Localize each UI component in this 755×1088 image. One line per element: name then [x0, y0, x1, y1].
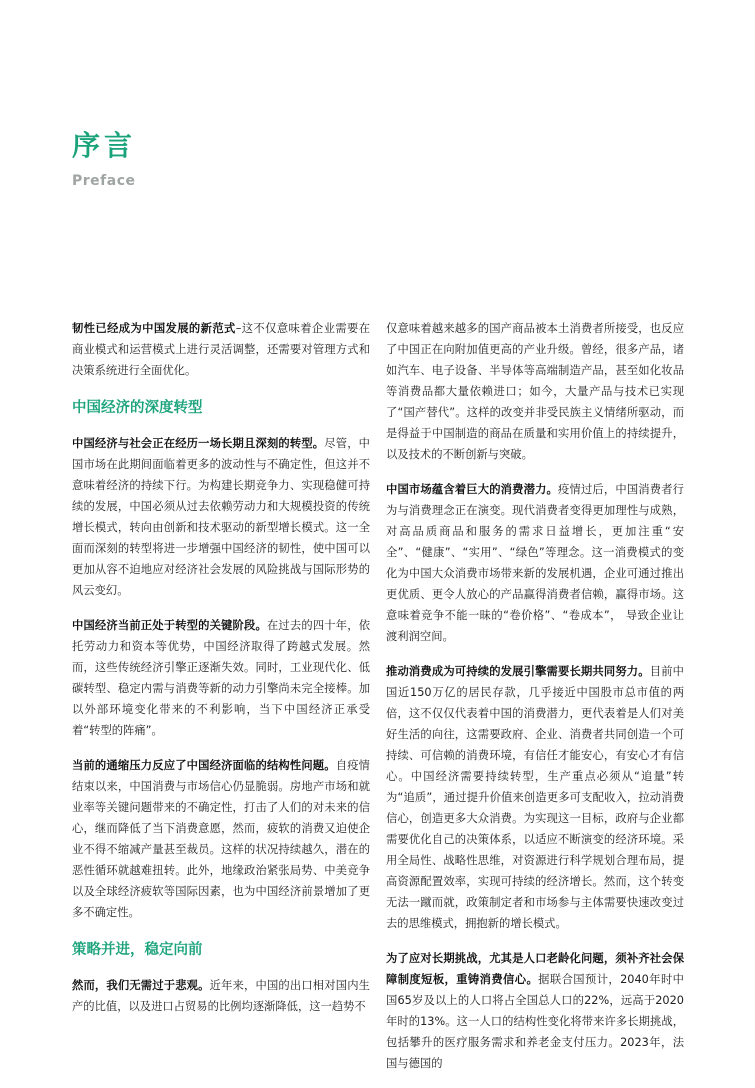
paragraph: [72, 433, 370, 601]
section-heading-deep-transformation: 中国经济的深度转型: [72, 400, 203, 416]
paragraph-text: 在过去的四十年，依托劳动力和资本等优势，中国经济取得了跨越式发展。然而，这些传统经济引擎正逐渐失效。同时，工业现代化、低碳转型、稳定内需与消费等新的动力引擎尚未完全接棒。加以外部环境变化带来的不利影响，当下中国经济正承受着“转型的阵痛”。: [72, 619, 370, 737]
intro-text: –这不仅意味着企业需要在商业模式和运营模式上进行灵活调整，还需要对管理方式和决策系统进行全面优化。: [72, 322, 370, 377]
paragraph: [386, 479, 684, 647]
paragraph-text: 自疫情结束以来，中国消费与市场信心仍显脆弱。房地产市场和就业率等关键问题带来的不确定性，打击了人们的对未来的信心，继而降低了当下消费意愿，然而，疲软的消费又迫使企业不得不缩减产量甚至裁员。这样的状况持续越久，潜在的恶性循环就越难扭转。此外，地缘政治紧张局势、中美竞争以及全球经济疲软等国际因素，也为中国经济前景增加了更多不确定性。: [72, 759, 370, 919]
paragraph-text: 仅意味着越来越多的国产商品被本土消费者所接受，也反应了中国正在向附加值更高的产业升级。曾经，很多产品，诸如汽车、电子设备、半导体等高端制造产品，甚至如化妆品等消费品都大量依赖进口；如今，大量产品与技术已实现了“国产替代”。这样的改变并非受民族主义情绪所驱动，而是得益于中国制造的商品在质量和实用价值上的持续提升，以及技术的不断创新与突破。: [386, 322, 684, 461]
paragraph: [386, 661, 684, 934]
left-column: [72, 318, 370, 1031]
intro-lead: 韧性已经成为中国发展的新范式: [72, 322, 236, 335]
paragraph-lead: 为了应对长期挑战，尤其是人口老龄化问题，须补齐社会保障制度短板，重铸消费信心。: [386, 952, 684, 986]
intro-paragraph: [72, 318, 370, 381]
paragraph: [72, 755, 370, 923]
paragraph-text: 目前中国近150万亿的居民存款，几乎接近中国股市总市值的两倍，这不仅仅代表着中国的消费潜力，更代表着是人们对美好生活的向往，这需要政府、企业、消费者共同创造一个可持续、可信赖的消费环境，有信任才能安心，有安心才有信心。中国经济需要持续转型，生产重点必须从“追量”转为“追质”，通过提升价值来创造更多可支配收入，拉动消费信心，创造更多大众消费。为实现这一目标，政府与企业都需要优化自己的决策体系，以适应不断演变的经济环境。采用全局性、战略性思维，对资源进行科学规划合理布局，提高资源配置效率，实现可持续的经济增长。然而，这个转变无法一蹴而就，政策制定者和市场参与主体需要快速改变过去的思维模式，拥抱新的增长模式。: [386, 665, 684, 930]
paragraph: [72, 975, 370, 1017]
paragraph-text: 据联合国预计，2040年时中国65岁及以上的人口将占全国总人口的22%，远高于2020年时的13%。这一人口的结构性变化将带来许多长期挑战，包括攀升的医疗服务需求和养老金支付压力。2023年，法国与德国的: [386, 973, 684, 1070]
paragraph-lead: 当前的通缩压力反应了中国经济面临的结构性问题。: [72, 759, 336, 772]
paragraph-lead: 推动消费成为可持续的发展引擎需要长期共同努力。: [386, 665, 650, 678]
paragraph-lead: 中国经济与社会正在经历一场长期且深刻的转型。: [72, 437, 325, 450]
page-title: 序言: [72, 129, 137, 162]
paragraph-lead: 然而，我们无需过于悲观。: [72, 979, 210, 992]
paragraph: [386, 318, 684, 465]
paragraph: [386, 948, 684, 1074]
right-column: [386, 318, 684, 1088]
paragraph-text: 尽管，中国市场在此期间面临着更多的波动性与不确定性，但这并不意味着经济的持续下行。为构建长期竞争力、实现稳健可持续的发展，中国必须从过去依赖劳动力和大规模投资的传统增长模式，转向由创新和技术驱动的新型增长模式。这一全面而深刻的转型将进一步增强中国经济的韧性，使中国可以更加从容不迫地应对经济社会发展的风险挑战与国际形势的风云变幻。: [72, 437, 370, 597]
paragraph-text: 疫情过后，中国消费者行为与消费理念正在演变。现代消费者变得更加理性与成熟，对高品质商品和服务的需求日益增长，更加注重“安全”、“健康”、“实用”、“绿色”等理念。这一消费模式的变化为中国大众消费市场带来新的发展机遇，企业可通过推出更优质、更令人放心的产品赢得消费者信赖，赢得市场。这意味着竞争不能一昧的“卷价格”、“卷成本”， 导致企业让渡利润空间。: [386, 483, 684, 643]
page-subtitle: Preface: [72, 173, 136, 189]
paragraph-lead: 中国市场蕴含着巨大的消费潜力。: [386, 483, 559, 496]
paragraph-text: 近年来，中国的出口相对国内生产的比值，以及进口占贸易的比例均逐渐降低，这一趋势不: [72, 979, 370, 1013]
paragraph: [72, 615, 370, 741]
paragraph-lead: 中国经济当前正处于转型的关键阶段。: [72, 619, 267, 632]
section-heading-strategy: 策略并进，稳定向前: [72, 942, 203, 958]
